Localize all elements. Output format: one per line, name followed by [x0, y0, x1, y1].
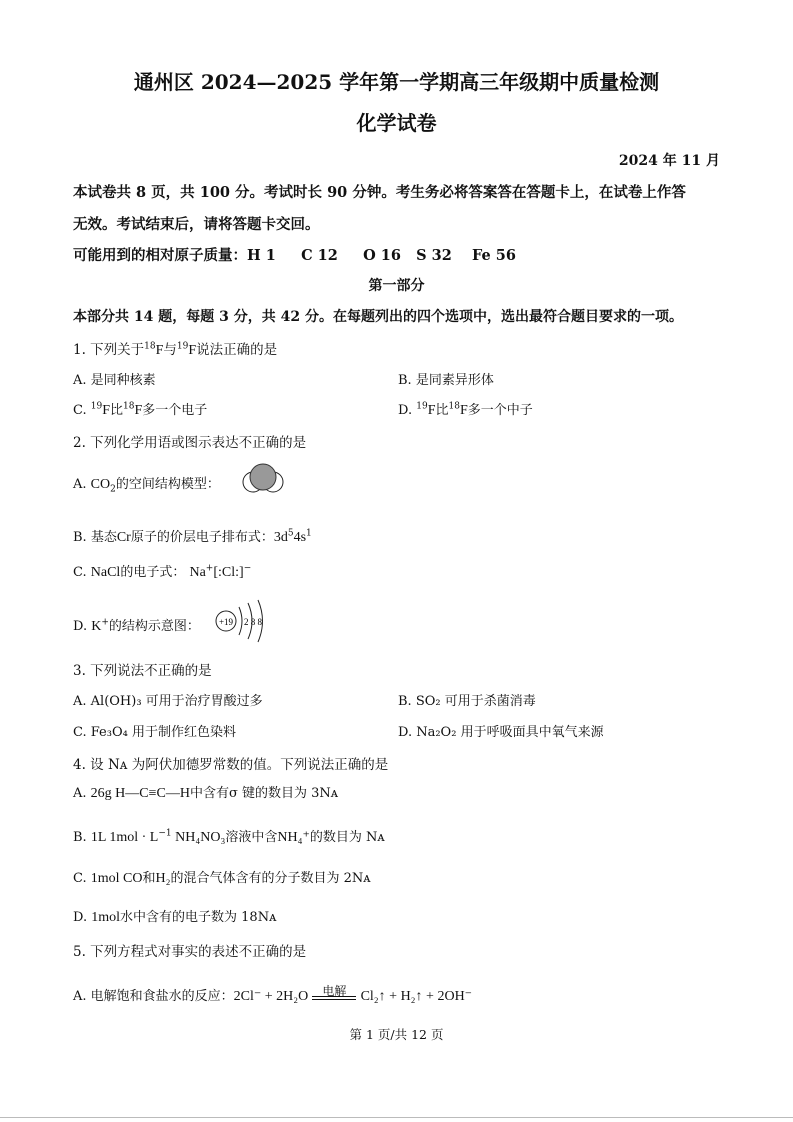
- question-4-option-d: D. 1mol水中含有的电子数为 18Nᴀ: [73, 910, 277, 925]
- instructions-line-1: 本试卷共 8 页，共 100 分。考试时长 90 分钟。考生务必将答案答在答题卡上，在试卷上作答: [73, 184, 686, 201]
- page-bottom-rule: [0, 1117, 793, 1118]
- exam-subtitle: 化学试卷: [356, 111, 437, 135]
- question-2-option-a: A. $CO_2$的空间结构模型：: [73, 477, 220, 495]
- question-4-option-a: A. 26g H—C≡C—H中含有σ 键的数目为 3Nᴀ: [73, 786, 339, 801]
- question-3-option-b: B. SO₂ 可用于杀菌消毒: [398, 694, 536, 709]
- question-3-option-d: D. Na₂O₂ 用于呼吸面具中氧气来源: [398, 725, 604, 740]
- instructions-line-2: 无效。考试结束后，请将答题卡交回。: [73, 216, 320, 233]
- question-5-option-a: A. 电解饱和食盐水的反应：2Cl⁻ + 2H₂O 电解 Cl₂↑ + H₂↑ + 2OH⁻: [73, 984, 473, 1004]
- question-4-option-c: C. 1mol CO和H₂的混合气体含有的分子数目为 2Nᴀ: [73, 871, 371, 886]
- question-1-option-d: D. $^{19}$F比$^{18}$F多一个中子: [398, 401, 533, 418]
- question-5-stem: 5. 下列方程式对事实的表述不正确的是: [73, 944, 307, 960]
- question-1-stem: 1. 下列关于$^{18}$F与$^{19}$F说法正确的是: [73, 341, 278, 358]
- question-3-stem: 3. 下列说法不正确的是: [73, 663, 212, 679]
- question-3-option-a: A. Al(OH)₃ 可用于治疗胃酸过多: [73, 694, 263, 709]
- question-2-option-d: D. K+的结构示意图：: [73, 617, 200, 634]
- nucleus-charge: +19: [218, 617, 234, 627]
- part1-heading: 第一部分: [368, 278, 425, 294]
- page-number: 第 1 页/共 12 页: [349, 1027, 444, 1042]
- question-1-option-c: C. $^{19}$F比$^{18}$F多一个电子: [73, 401, 208, 418]
- question-4-option-b: B. 1L $1mol \cdot L^{-1}$ NH₄NO₃溶液中含NH₄⁺的数目为 Nᴀ: [73, 828, 385, 845]
- part1-intro: 本部分共 14 题，每题 3 分，共 42 分。在每题列出的四个选项中，选出最符合题目要求的一项。: [73, 309, 683, 325]
- question-3-option-c: C. Fe₃O₄ 用于制作红色染料: [73, 725, 236, 740]
- question-4-stem: 4. 设 Nᴀ 为阿伏加德罗常数的值。下列说法正确的是: [73, 757, 389, 773]
- reaction-condition-arrow: [312, 984, 356, 1005]
- question-2-option-c: C. NaCl的电子式： Na+[:Cl:]−: [73, 563, 252, 580]
- exam-title: 通州区 2024—2025 学年第一学期高三年级期中质量检测: [133, 70, 660, 94]
- reaction-condition: 电解: [322, 984, 347, 998]
- atomic-masses: 可能用到的相对原子质量：H 1 C 12 O 16 S 32 Fe 56: [73, 247, 516, 264]
- question-1-option-b: B. 是同素异形体: [398, 373, 494, 388]
- electron-shells: 2 8 8: [244, 617, 262, 627]
- exam-date: 2024 年 11 月: [618, 153, 720, 169]
- k-ion-structure-diagram: [212, 597, 274, 643]
- question-2-option-b: B. 基态Cr原子的价层电子排布式：$3d^54s^1$: [73, 528, 312, 545]
- question-2-stem: 2. 下列化学用语或图示表达不正确的是: [73, 435, 307, 451]
- question-1-option-a: A. 是同种核素: [73, 373, 156, 388]
- co2-space-filling-model: [240, 462, 286, 498]
